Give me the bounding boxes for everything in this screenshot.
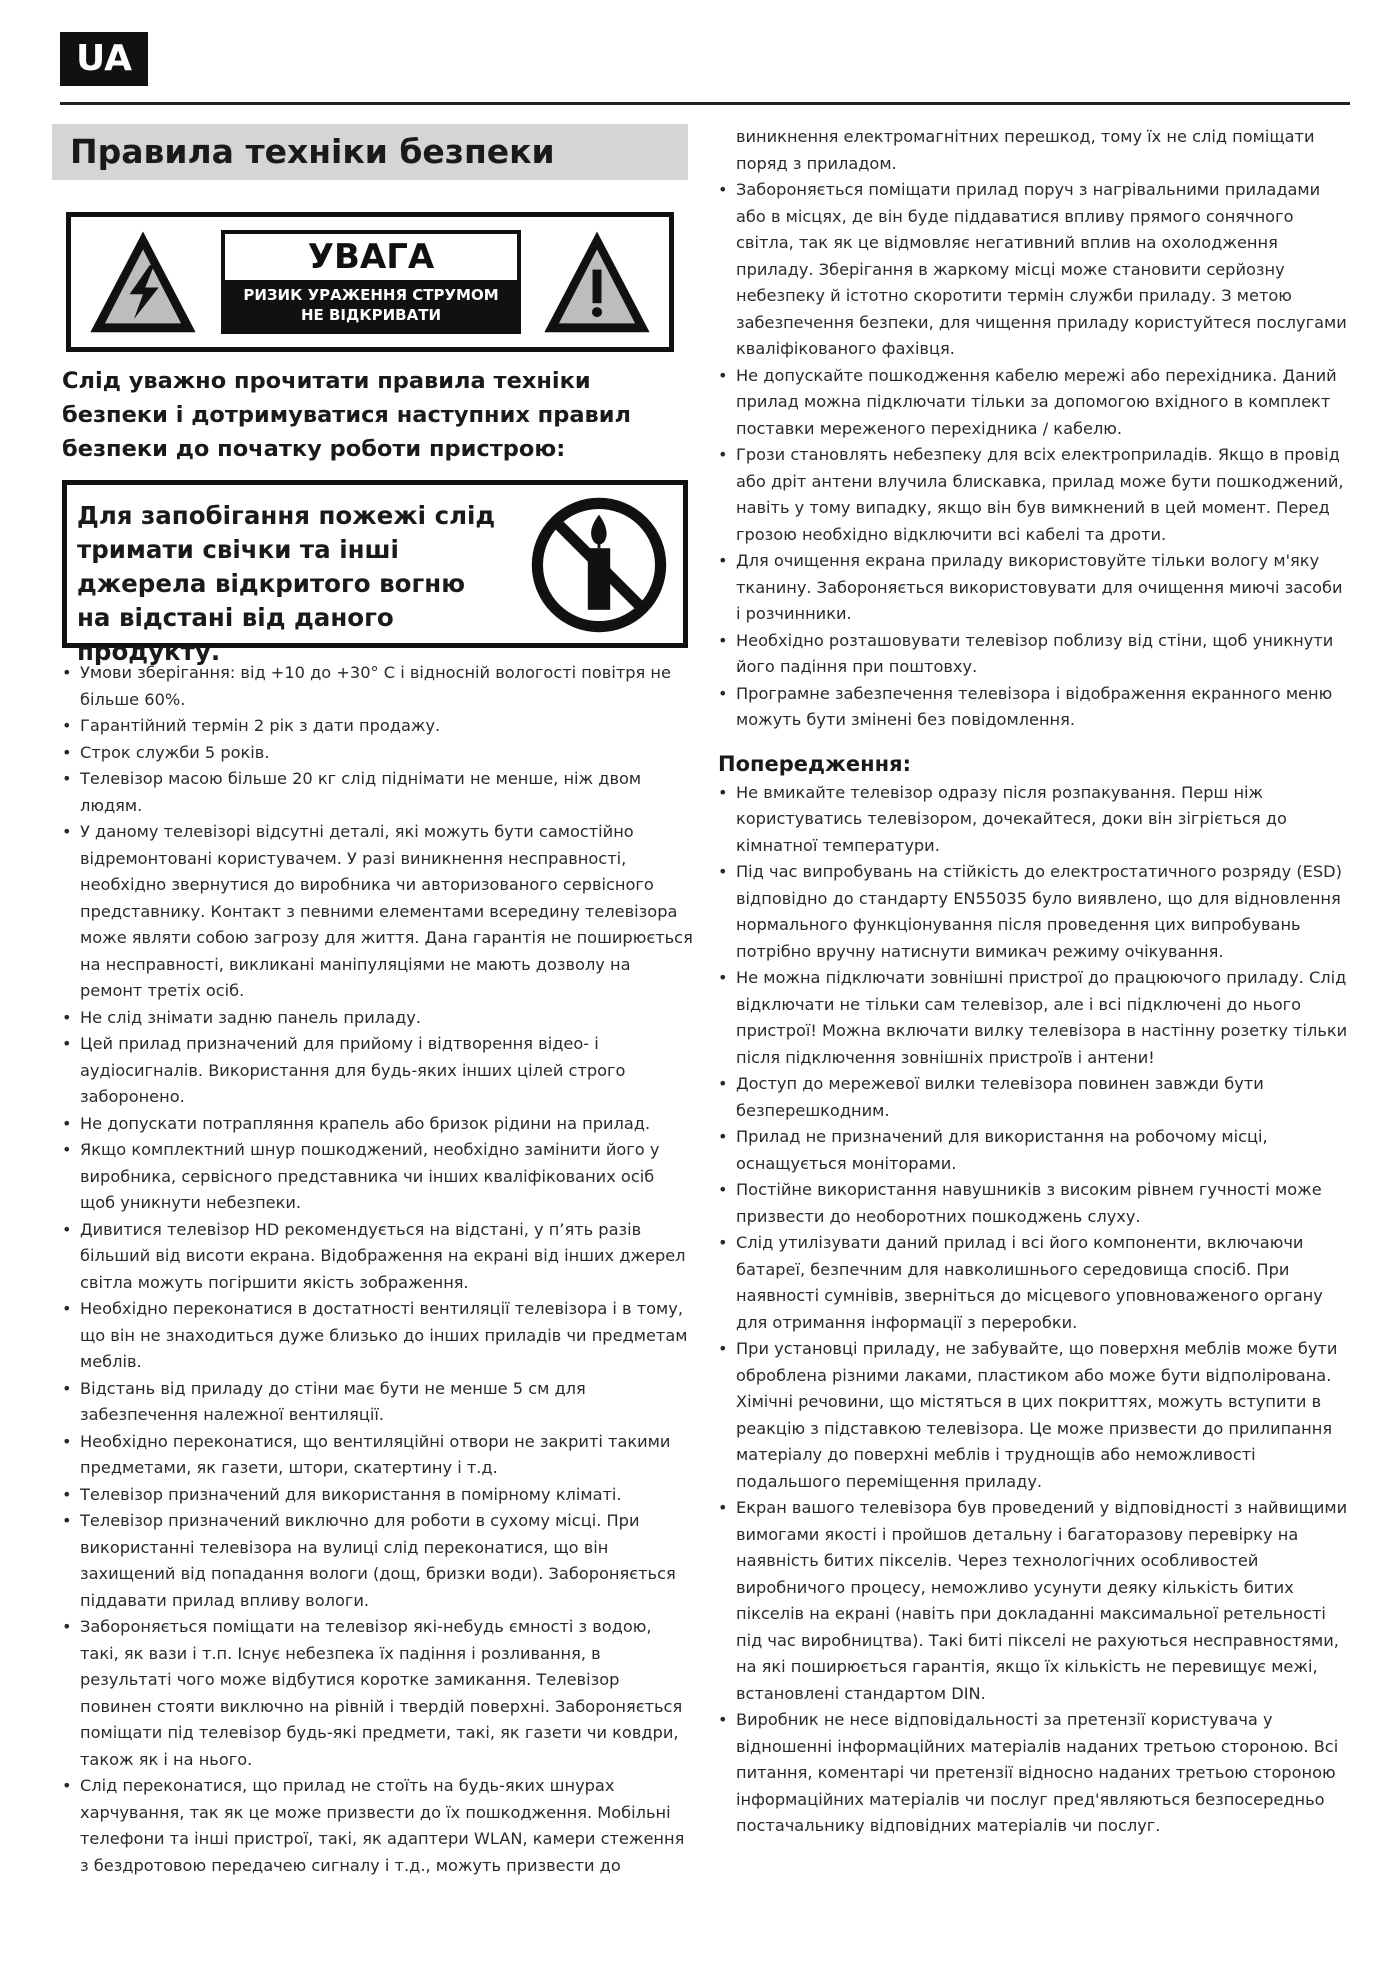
header-divider (60, 102, 1350, 105)
safety-list-left (62, 660, 694, 1879)
list-item: • При установці приладу, не забувайте, що поверхня меблів може бути оброблена різними лаками, пластиком або може бути відполірована. Хімічні речовини, що містяться в цих покриттях, можуть вступити в реакцію з підставкою телевізора. Це може призвести до прилипання матеріалу до поверхні меблів і труднощів або неможливості подальшого переміщення приладу. (718, 1336, 1350, 1495)
right-column (718, 124, 1350, 1840)
list-item: • Необхідно переконатися в достатності вентиляції телевізора і в тому, що він не знаходиться дуже близько до інших приладів чи предметам меблів. (62, 1296, 694, 1376)
list-item: • Забороняється поміщати на телевізор які-небудь ємності з водою, такі, як вази і т.п. Існує небезпека їх падіння і розливання, в результаті чого може відбутися коротке замикання. Телевізор повинен стояти виключно на рівній і твердій поверхні. Забороняється поміщати під телевізор будь-які предмети, такі, як газети чи ковдри, також як і на нього. (62, 1614, 694, 1773)
intro-text: Слід уважно прочитати правила техніки безпеки і дотримуватися наступних правил безпеки до початку роботи пристрою: (62, 368, 632, 462)
list-item: • Виробник не несе відповідальності за претензії користувача у відношенні інформаційних матеріалів наданих третьою стороною. Всі питання, коментарі чи претензії відносно наданих третьою стороною інформаційних матеріалів чи послуг пред'являються безпосередньо постачальнику відповідних матеріалів чи послуг. (718, 1707, 1350, 1840)
list-item: • Цей прилад призначений для прийому і відтворення відео- і аудіосигналів. Використання для будь-яких інших цілей строго заборонено. (62, 1031, 694, 1111)
list-item: • Під час випробувань на стійкість до електростатичного розряду (ESD) відповідно до стандарту EN55035 було виявлено, що для відновлення нормального функціонування після проведення цих випробувань потрібно вручну натиснути вимикач режиму очікування. (718, 859, 1350, 965)
list-item: • Постійне використання навушників з високим рівнем гучності може призвести до необоротних пошкоджень слуху. (718, 1177, 1350, 1230)
list-item: • Дивитися телевізор HD рекомендується на відстані, у п’ять разів більший від висоти екрана. Відображення на екрані від інших джерел світла можуть погіршити якість зображення. (62, 1217, 694, 1297)
list-item: • Необхідно розташовувати телевізор поблизу від стіни, щоб уникнути його падіння при поштовху. (718, 628, 1350, 681)
no-open-flame-icon (529, 495, 669, 635)
list-item: • Якщо комплектний шнур пошкоджений, необхідно замінити його у виробника, сервісного представника чи інших кваліфікованих осіб щоб уникнути небезпеки. (62, 1137, 694, 1217)
warnings-heading: Попередження: (718, 751, 912, 776)
caution-subtext (221, 285, 521, 325)
caution-center-panel (221, 230, 521, 334)
list-item: • Строк служби 5 років. (62, 740, 694, 767)
list-item: • Не слід знімати задню панель приладу. (62, 1005, 694, 1032)
language-tag: UA (60, 32, 148, 86)
list-item: • Не можна підключати зовнішні пристрої до працюючого приладу. Слід відключати не тільки сам телевізор, але і всі підключені до нього пристрої! Можна включати вилку телевізора в настінну розетку тільки після підключення зовнішніх пристроїв і антени! (718, 965, 1350, 1071)
list-item: • Прилад не призначений для використання на робочому місці, оснащується моніторами. (718, 1124, 1350, 1177)
left-column (52, 124, 692, 1879)
list-item: • Слід утилізувати даний прилад і всі його компоненти, включаючи батареї, безпечним для навколишнього середовища спосіб. При наявності сумнівів, зверніться до місцевого уповноваженого органу для отримання інформації з переробки. (718, 1230, 1350, 1336)
caution-label (66, 212, 674, 352)
warnings-list (718, 780, 1350, 1840)
exclamation-warning-icon (541, 227, 653, 339)
list-item: • Для очищення екрана приладу використовуйте тільки вологу м'яку тканину. Забороняється використовувати для очищення миючі засоби і розчинники. (718, 548, 1350, 628)
list-item: • Забороняється поміщати прилад поруч з нагрівальними приладами або в місцях, де він буде піддаватися впливу прямого сонячного світла, так як це відмовляє негативний вплив на охолодження приладу. Зберігання в жаркому місці може становити серйозну небезпеку й істотно скоротити термін служби приладу. З метою забезпечення безпеки, для чищення приладу користуйтеся послугами кваліфікованого фахівця. (718, 177, 1350, 363)
continued-text: виникнення електромагнітних перешкод, тому їх не слід поміщати поряд з приладом. (736, 127, 1315, 173)
list-item: • Не вмикайте телевізор одразу після розпакування. Перш ніж користуватись телевізором, дочекайтеся, доки він зігріється до кімнатної температури. (718, 780, 1350, 860)
caution-line-2: НЕ ВІДКРИВАТИ (300, 306, 442, 324)
list-item: • Не допускайте пошкодження кабелю мережі або перехідника. Даний прилад можна підключати тільки за допомогою вхідного в комплект поставки мереженого перехідника / кабелю. (718, 363, 1350, 443)
list-item: • Необхідно переконатися, що вентиляційні отвори не закриті такими предметами, як газети, штори, скатертину і т.д. (62, 1429, 694, 1482)
list-item: • Відстань від приладу до стіни має бути не менше 5 см для забезпечення належної вентиляції. (62, 1376, 694, 1429)
list-item: • Телевізор масою більше 20 кг слід піднімати не менше, ніж двом людям. (62, 766, 694, 819)
list-item: • Умови зберігання: від +10 до +30° С і відносній вологості повітря не більше 60%. (62, 660, 694, 713)
electric-shock-warning-icon (87, 227, 199, 339)
list-item: • У даному телевізорі відсутні деталі, які можуть бути самостійно відремонтовані користувачем. У разі виникнення несправності, необхідно звернутися до виробника чи авторизованого сервісного представнику. Контакт з певними елементами всередину телевізора може являти собою загрозу для життя. Дана гарантія не поширюється на несправності, викликані маніпуляціями не мають дозволу на ремонт третіх осіб. (62, 819, 694, 1005)
list-item: • Не допускати потрапляння крапель або бризок рідини на прилад. (62, 1111, 694, 1138)
list-item: • Екран вашого телевізора був проведений у відповідності з найвищими вимогами якості і пройшов детальну і багаторазову перевірку на наявність битих пікселів. Через технологічних особливостей виробничого процесу, неможливо усунути деяку кількість битих пікселів на екрані (навіть при докладанні максимальної ретельності під час виробництва). Такі биті пікселі не рахуються несправностями, на які поширюється гарантія, якщо їх кількість не перевищує межі, встановлені стандартом DIN. (718, 1495, 1350, 1707)
safety-list-right (718, 177, 1350, 734)
caution-word: УВАГА (225, 234, 517, 280)
list-item: • Слід переконатися, що прилад не стоїть на будь-яких шнурах харчування, так як це може призвести до їх пошкодження. Мобільні телефони та інші пристрої, такі, як адаптери WLAN, камери стеження з бездротовою передачею сигналу і т.д., можуть призвести до (62, 1773, 694, 1879)
page-title: Правила техніки безпеки (52, 124, 688, 180)
list-item: • Грози становлять небезпеку для всіх електроприладів. Якщо в провід або дріт антени влучила блискавка, прилад може бути пошкоджений, навіть у тому випадку, якщо він був вимкнений в цей момент. Перед грозою необхідно відключити всі кабелі та дроти. (718, 442, 1350, 548)
fire-warning-box (62, 480, 688, 666)
list-item: • Програмне забезпечення телевізора і відображення екранного меню можуть бути змінені без повідомлення. (718, 681, 1350, 734)
list-item: • Доступ до мережевої вилки телевізора повинен завжди бути безперешкодним. (718, 1071, 1350, 1124)
caution-line-1: РИЗИК УРАЖЕННЯ СТРУМОМ (243, 286, 499, 304)
fire-warning-text: Для запобігання пожежі слід тримати свічки та інші джерела відкритого вогню на відстані від даного продукту. (77, 501, 496, 666)
list-item: • Телевізор призначений виключно для роботи в сухому місці. При використанні телевізора на вулиці слід переконатися, що він захищений від попадання вологи (дощ, бризки води). Забороняється піддавати прилад впливу вологи. (62, 1508, 694, 1614)
list-item: • Гарантійний термін 2 рік з дати продажу. (62, 713, 694, 740)
list-item: • Телевізор призначений для використання в помірному кліматі. (62, 1482, 694, 1509)
